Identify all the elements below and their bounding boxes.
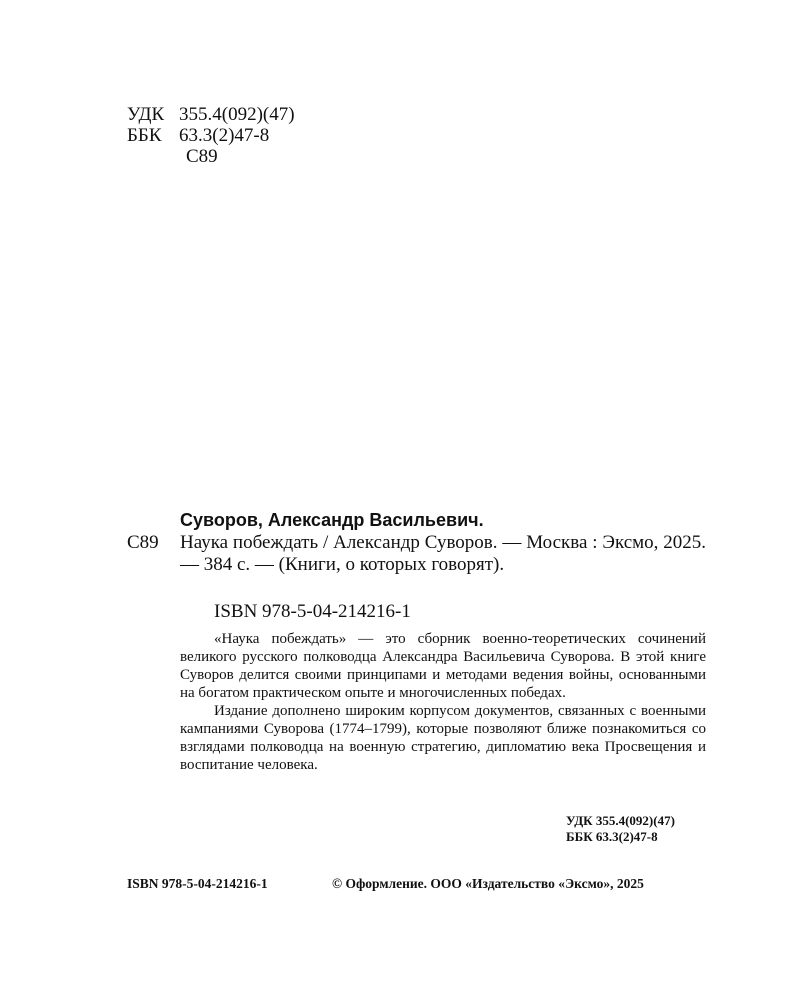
author-sign-record: С89 <box>127 532 159 553</box>
udk-bottom: УДК 355.4(092)(47) <box>566 813 675 828</box>
udk-value: 355.4(092)(47) <box>179 104 295 125</box>
udk-line <box>127 104 295 125</box>
udk-label: УДК <box>127 104 165 125</box>
bbk-label: ББК <box>127 125 162 146</box>
bbk-bottom: ББК 63.3(2)47-8 <box>566 829 658 844</box>
author-sign-top: С89 <box>186 146 218 167</box>
annotation-paragraph: Издание дополнено широким корпусом документов, связанных с военными кампаниями Суворова (1774–1799), которые позволяют ближе познакомиться со взглядами полководца на военную стратегию, дипломатию века Просвещения и воспитание человека. <box>180 703 706 773</box>
bbk-line <box>127 125 295 146</box>
footer-isbn: ISBN 978-5-04-214216-1 <box>127 876 268 891</box>
annotation <box>180 630 706 774</box>
footer-copyright: © Оформление. ООО «Издательство «Эксмо», 2025 <box>332 876 644 891</box>
bibliographic-description: Наука побеждать / Александр Суворов. — Москва : Эксмо, 2025. — 384 с. — (Книги, о которых говорят). <box>180 532 706 575</box>
bbk-value: 63.3(2)47-8 <box>179 125 270 146</box>
classification-top <box>127 104 295 146</box>
classification-bottom <box>566 813 675 845</box>
isbn-main: ISBN 978-5-04-214216-1 <box>214 601 411 622</box>
author-heading: Суворов, Александр Васильевич. <box>180 510 484 530</box>
annotation-paragraph: «Наука побеждать» — это сборник военно-теоретических сочинений великого русского полководца Александра Васильевича Суворова. В этой книге Суворов делится своими принципами и методами ведения войны, основанными на богатом практическом опыте и многочисленных победах. <box>180 631 706 701</box>
